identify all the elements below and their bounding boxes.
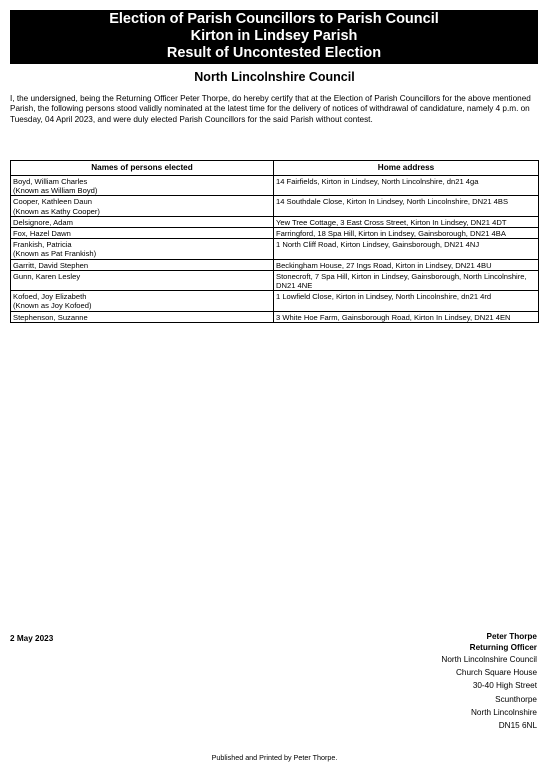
home-address-cell: 1 Lowfield Close, Kirton in Lindsey, North Lincolnshire, dn21 4rd (274, 291, 539, 311)
home-address-cell: 3 White Hoe Farm, Gainsborough Road, Kirton In Lindsey, DN21 4EN (274, 311, 539, 322)
elected-person-cell (11, 176, 274, 196)
home-address-cell: Yew Tree Cottage, 3 East Cross Street, Kirton In Lindsey, DN21 4DT (274, 216, 539, 227)
known-as: (Known as Kathy Cooper) (13, 206, 100, 216)
officer-name: Peter Thorpe (486, 632, 537, 641)
known-as: (Known as William Boyd) (13, 186, 98, 196)
home-address-cell: Farringford, 18 Spa Hill, Kirton in Lindsey, Gainsborough, DN21 4BA (274, 228, 539, 239)
table-row (11, 291, 539, 311)
table-row (11, 228, 539, 239)
results-table (10, 160, 539, 323)
home-address-cell: Beckingham House, 27 Ings Road, Kirton in Lindsey, DN21 4BU (274, 259, 539, 270)
person-name: Garritt, David Stephen (13, 260, 89, 270)
person-name: Stephenson, Suzanne (13, 312, 88, 322)
notice-date: 2 May 2023 (10, 634, 54, 643)
known-as: (Known as Pat Frankish) (13, 249, 97, 259)
person-name: Boyd, William Charles (13, 177, 88, 186)
election-title-banner (10, 10, 538, 64)
person-name: Kofoed, Joy Elizabeth (13, 292, 87, 302)
results-rows (11, 176, 539, 323)
elected-person-cell (11, 311, 274, 322)
person-name: Delsignore, Adam (13, 217, 73, 227)
table-row (11, 176, 539, 196)
elected-person-cell (11, 196, 274, 216)
address-line: Church Square House (455, 668, 537, 678)
home-address-cell: 1 North Cliff Road, Kirton Lindsey, Gainsborough, DN21 4NJ (274, 239, 539, 259)
elected-person-cell (11, 216, 274, 227)
table-row (11, 216, 539, 227)
elected-person-cell (11, 228, 274, 239)
officer-role: Returning Officer (469, 642, 537, 652)
signature-block (441, 632, 537, 732)
title-line-2: Kirton in Lindsey Parish (190, 28, 358, 44)
elected-person-cell (11, 259, 274, 270)
person-name: Frankish, Patricia (13, 240, 72, 250)
table-row (11, 259, 539, 270)
header-address: Home address (274, 161, 539, 176)
person-name: Fox, Hazel Dawn (13, 229, 71, 239)
home-address-cell: 14 Southdale Close, Kirton In Lindsey, North Lincolnshire, DN21 4BS (274, 196, 539, 216)
title-line-1: Election of Parish Councillors to Parish Council (109, 11, 439, 27)
table-row (11, 311, 539, 322)
home-address-cell: 14 Fairfields, Kirton in Lindsey, North Lincolnshire, dn21 4ga (274, 176, 539, 196)
address-line: Scunthorpe (495, 694, 537, 704)
address-line: North Lincolnshire (471, 707, 537, 717)
person-name: Cooper, Kathleen Daun (13, 197, 92, 207)
table-row (11, 239, 539, 259)
imprint: Published and Printed by Peter Thorpe. (211, 753, 338, 762)
elected-person-cell (11, 239, 274, 259)
home-address-cell: Stonecroft, 7 Spa Hill, Kirton in Lindsey, Gainsborough, North Lincolnshire, DN21 4NE (274, 270, 539, 290)
council-name: North Lincolnshire Council (194, 70, 355, 84)
table-row (11, 196, 539, 216)
person-name: Gunn, Karen Lesley (13, 271, 81, 281)
address-line: DN15 6NL (498, 721, 537, 731)
known-as: (Known as Joy Kofoed) (13, 301, 92, 311)
address-line: North Lincolnshire Council (441, 655, 537, 664)
table-row (11, 270, 539, 290)
title-line-3: Result of Uncontested Election (166, 45, 382, 61)
elected-person-cell (11, 291, 274, 311)
elected-person-cell (11, 270, 274, 290)
address-line: 30-40 High Street (472, 681, 537, 691)
header-names: Names of persons elected (11, 161, 274, 176)
certificate-text: I, the undersigned, being the Returning Officer Peter Thorpe, do hereby certify that at the Election of Parish Councillors for the above mentioned Parish, the following persons stood validly nominated at the latest time for the delivery of notices of withdrawal of candidature, namely 4 p.m. on Tuesday, 04 April 2023, and were duly elected Parish Councillors for the said Parish without contest. (10, 94, 531, 124)
table-header-row (11, 161, 539, 176)
